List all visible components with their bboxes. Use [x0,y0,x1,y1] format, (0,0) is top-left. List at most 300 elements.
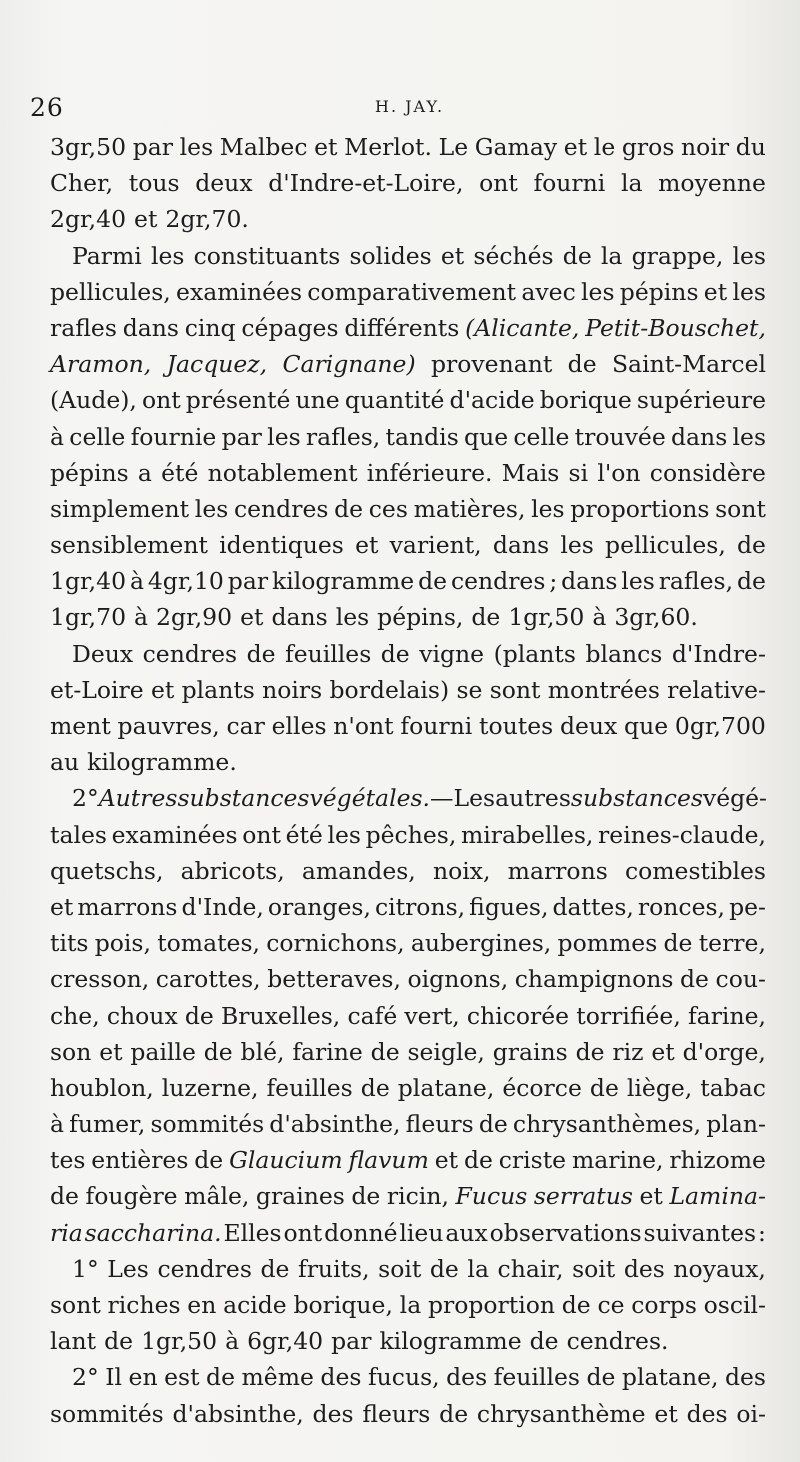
word: feuilles [493,1363,580,1392]
word: 2° [72,1363,99,1392]
word: les [531,494,565,523]
word: marrons [507,856,608,885]
word: 2° [72,784,99,813]
word: gros [621,133,675,161]
text-line [50,382,766,418]
word: amandes, [301,856,416,885]
word: ronces, [637,892,726,921]
word: cinq [184,313,236,342]
word: torrifiée, [576,1001,681,1030]
word: luzerne, [161,1073,259,1102]
text-line [50,998,766,1034]
word: sont [715,494,766,523]
word: dans [122,313,179,342]
word: houblon, [50,1073,154,1102]
word: chrysanthème [476,1399,646,1428]
word: deux [559,712,618,740]
word: les [732,422,766,451]
page-number: 26 [30,93,64,122]
word: terre, [698,929,766,958]
text-line [50,274,766,310]
word: végétales. [309,784,431,813]
word: Merlot. [344,133,432,161]
word: d'absinthe, [269,1110,401,1139]
word: dans [561,567,618,596]
word: de [184,1001,214,1030]
word: rafles [50,313,117,342]
word: par [132,133,173,161]
word: écorce [502,1073,582,1102]
text-line [50,419,766,455]
word: de [463,1146,493,1175]
text-line [50,744,766,780]
text-line [50,672,766,708]
word: Deux [72,639,134,668]
text-line [50,1251,766,1287]
word: et [703,277,728,306]
word: comestibles [624,856,766,885]
word: et [150,675,175,704]
word: liège, [626,1073,693,1102]
word: simplement [50,494,190,523]
text-line [50,1323,766,1359]
word: oignons, [407,965,509,994]
word: aubergines, [410,929,552,958]
word: végé- [702,784,767,813]
word: tomates, [157,929,260,958]
text-line [50,238,766,274]
word: pe- [729,892,766,921]
word: blé, [240,1037,285,1066]
word: des [724,1363,766,1392]
word: de [203,1037,233,1066]
word: platane, [621,1363,719,1392]
word: les [150,241,185,270]
text-line [50,129,766,165]
word: noyaux, [673,1254,766,1283]
word: citrons, [374,892,466,921]
word: cendres [157,1254,252,1283]
word: en [187,1291,217,1319]
word: les [621,567,655,596]
word: donné [324,1218,398,1247]
word: plan- [706,1110,766,1139]
word: ont [141,386,181,415]
word: oranges, [267,892,371,921]
word: par [221,422,262,451]
word: séchés [473,241,554,270]
word: lant [50,1327,97,1356]
word: feuilles [285,639,372,668]
word: fleurs [362,1399,431,1428]
text-line [50,817,766,853]
word: une [295,386,340,415]
word: fruits, [298,1254,370,1283]
word: deux [195,169,253,198]
running-head: H. JAY. [375,97,445,116]
word: examinées [111,820,238,849]
word: de [680,965,709,994]
word: fournie [130,422,217,451]
word: si [568,458,589,487]
word: mirabelles, [460,820,594,849]
word: et [651,1037,675,1066]
text-line [50,455,766,491]
word: pêches, [365,820,457,849]
word: Les [453,784,496,813]
word: de [471,603,501,632]
word: les [179,133,214,161]
word: sensiblement [50,531,208,560]
word: ont [283,1218,323,1247]
word: Le [438,133,469,161]
word: sommités [50,1399,164,1428]
word: et [563,133,588,161]
word: rhizome [669,1146,766,1175]
word: cou- [715,965,766,994]
word: d'Indre-et-Loire, [268,169,464,198]
word: autres [495,784,571,813]
word: graines [255,1182,345,1211]
word: noir [681,133,730,161]
word: et [134,205,158,234]
word: identiques [219,531,344,560]
word: car [226,712,265,740]
word: reines-claude, [598,820,766,849]
word: de [575,1037,605,1066]
word: 1gr,40 [50,567,127,596]
word: Autres [98,784,178,813]
word: examinées [176,277,303,306]
word: lieu [399,1218,444,1247]
word: son [50,1037,92,1066]
word: elles [271,712,327,740]
word: feuilles [266,1073,353,1102]
word: chrysanthèmes, [512,1110,702,1139]
word: Bruxelles, [221,1001,341,1030]
word: dans [492,531,550,560]
word: de [586,1363,616,1392]
word: plants [181,675,255,704]
text-line [50,961,766,997]
word: Glaucium [229,1146,343,1175]
word: été [285,820,323,849]
word: seigle, [407,1037,485,1066]
word: de [360,1073,390,1102]
word: l'on [597,458,641,487]
word: tabac [700,1073,766,1102]
word: fourni [533,169,606,198]
word: à [50,422,65,451]
word: les [267,422,301,451]
word: figues, [469,892,549,921]
word: de [260,1254,290,1283]
word: ont [479,169,518,198]
word: Gamay [474,133,558,161]
word: de [380,639,410,668]
word: oscil- [703,1291,766,1319]
word: même [241,1363,314,1392]
word: et [50,892,74,921]
word: que [464,422,509,451]
word: soit [572,1254,616,1283]
word: 1° [72,1254,99,1283]
word: montrées [547,675,660,704]
word: d'Inde, [181,892,264,921]
word: moyenne [658,169,766,198]
word: les [732,277,766,306]
word: comparativement [307,277,517,306]
word: noix, [432,856,491,885]
word: serratus [533,1182,633,1211]
word: (Alicante, [465,313,580,342]
word: est [164,1363,200,1392]
word: abricots, [180,856,285,885]
word: ria [50,1218,83,1247]
word: été [161,458,199,487]
word: farine, [687,1001,766,1030]
word: et [434,1146,459,1175]
text-line [50,1142,766,1178]
word: fourni [400,712,473,740]
word: cendres [450,567,546,596]
word: riz [612,1037,644,1066]
word: bordelais) [329,675,450,704]
word: 4gr,10 [147,567,224,596]
word: celle [513,422,570,451]
word: kilogramme [272,567,415,596]
word: par [227,567,269,596]
word: avec [521,277,576,306]
word: saccharina. [84,1218,222,1247]
word: ; [549,567,558,596]
text-line [50,563,766,599]
word: (plants [493,639,576,668]
word: betteraves, [267,965,401,994]
word: la [620,169,643,198]
word: Jacquez, [166,350,268,379]
word: ce [597,1291,625,1319]
word: tandis [385,422,459,451]
word: Aramon, [50,350,152,379]
text-line [50,310,766,346]
word: de [589,1073,619,1102]
word: les [581,277,615,306]
word: Mais [501,458,560,487]
word: pauvres, [117,712,220,740]
text-line [50,1034,766,1070]
word: Lamina- [669,1182,766,1211]
word: fucus, [367,1363,440,1392]
word: la [399,1291,422,1319]
word: et [440,241,465,270]
word: sont [50,1291,101,1319]
word: provenant [430,350,553,379]
word: 1gr,50 [508,603,585,632]
word: Elles [223,1218,282,1247]
word: les [732,241,766,270]
word: entières [91,1146,189,1175]
word: de [334,494,364,523]
word: Les [107,1254,149,1283]
word: et [314,133,338,161]
word: et [639,1182,663,1211]
word: kilogramme [379,1327,522,1356]
word: mâle, [184,1182,250,1211]
text-line [50,1106,766,1142]
word: inférieure. [366,458,493,487]
word: de [663,929,693,958]
word: : [757,1218,766,1247]
word: et [654,1399,678,1428]
word: de [439,1399,469,1428]
word: ont [242,820,281,849]
text-line [50,527,766,563]
word: présenté [185,386,291,415]
word: sommités [150,1110,265,1139]
text-line [50,1178,766,1214]
word: cornichons, [266,929,405,958]
word: suivantes [643,1218,757,1247]
word: carottes, [155,965,261,994]
word: dans [671,422,728,451]
word: les [327,820,361,849]
text-line [50,1287,766,1323]
word: aux [445,1218,488,1247]
word: 0gr,700 [674,712,766,740]
word: de [567,350,597,379]
word: farine [292,1037,363,1066]
word: n'ont [333,712,394,740]
word: supérieure [636,386,766,415]
text-line [50,1215,766,1251]
word: de [562,241,592,270]
word: d'acide [449,386,535,415]
word: du [735,133,766,161]
word: Fucus [455,1182,528,1211]
text-line [50,599,766,635]
word: cendres [233,494,329,523]
word: rafles, [658,567,734,596]
word: pois, [94,929,151,958]
word: 2gr,40 [50,205,127,234]
word: d'orge, [682,1037,766,1066]
word: par [331,1327,372,1356]
text-line [50,165,766,201]
word: des [320,1363,362,1392]
word: trouvée [574,422,666,451]
word: 6gr,40 [247,1327,324,1356]
word: de [418,567,448,596]
word: cendres. [566,1327,669,1356]
word: substances [177,784,310,813]
word: constituants [193,241,341,270]
word: cendres [142,639,238,668]
word: pépins, [377,603,464,632]
word: de [370,1037,400,1066]
word: blancs [585,639,663,668]
text-line [50,925,766,961]
word: des [623,1254,665,1283]
word: 1gr,50 [141,1327,218,1356]
word: flavum [348,1146,429,1175]
text-line [50,491,766,527]
word: pellicules, [605,531,726,560]
text-line [50,201,766,237]
word: celle [69,422,126,451]
word: des [686,1399,728,1428]
word: de [351,1182,381,1211]
word: fumer, [69,1110,146,1139]
word: Saint-Marcel [611,350,766,379]
word: observations [489,1218,642,1247]
word: d'Indre- [671,639,766,668]
text-line [50,1396,766,1432]
word: différents [344,313,460,342]
word: Il [105,1363,123,1392]
word: noirs [262,675,323,704]
word: chair, [497,1254,564,1283]
word: de [429,1254,459,1283]
word: matières, [413,494,526,523]
word: en [128,1363,158,1392]
word: pépins [50,458,129,487]
word: 3gr,60. [614,603,698,632]
word: les [560,531,594,560]
word: fougère [85,1182,178,1211]
word: cresson, [50,965,150,994]
text-line [50,708,766,744]
word: le [593,133,616,161]
word: kilogramme. [87,748,237,777]
word: Malbec [219,133,308,161]
word: pommes [557,929,658,958]
word: acide [223,1291,287,1319]
word: borique [539,386,632,415]
word: criste [498,1146,567,1175]
word: proportions [570,494,710,523]
word: tous [128,169,180,198]
word: tales [50,820,107,849]
word: ces [368,494,408,523]
word: vigne [419,639,485,668]
word: tits [50,929,89,958]
word: 2gr,90 [156,603,233,632]
word: au [50,748,80,777]
word: ment [50,712,111,740]
word: considère [649,458,766,487]
word: les [194,494,229,523]
word: Carignane) [282,350,416,379]
word: paille [130,1037,196,1066]
text-line [50,780,766,816]
word: et [355,531,379,560]
text-line [50,636,766,672]
word: 1gr,70 [50,603,127,632]
word: substances [570,784,703,813]
page-header [30,93,770,125]
word: à [50,1110,65,1139]
word: vert, [404,1001,460,1030]
word: des [312,1399,354,1428]
word: Cher, [50,169,114,198]
word: café [347,1001,398,1030]
word: Parmi [72,241,142,270]
word: de [737,531,766,560]
word: tes [50,1146,86,1175]
word: se [456,675,483,704]
word: fleurs [405,1110,474,1139]
